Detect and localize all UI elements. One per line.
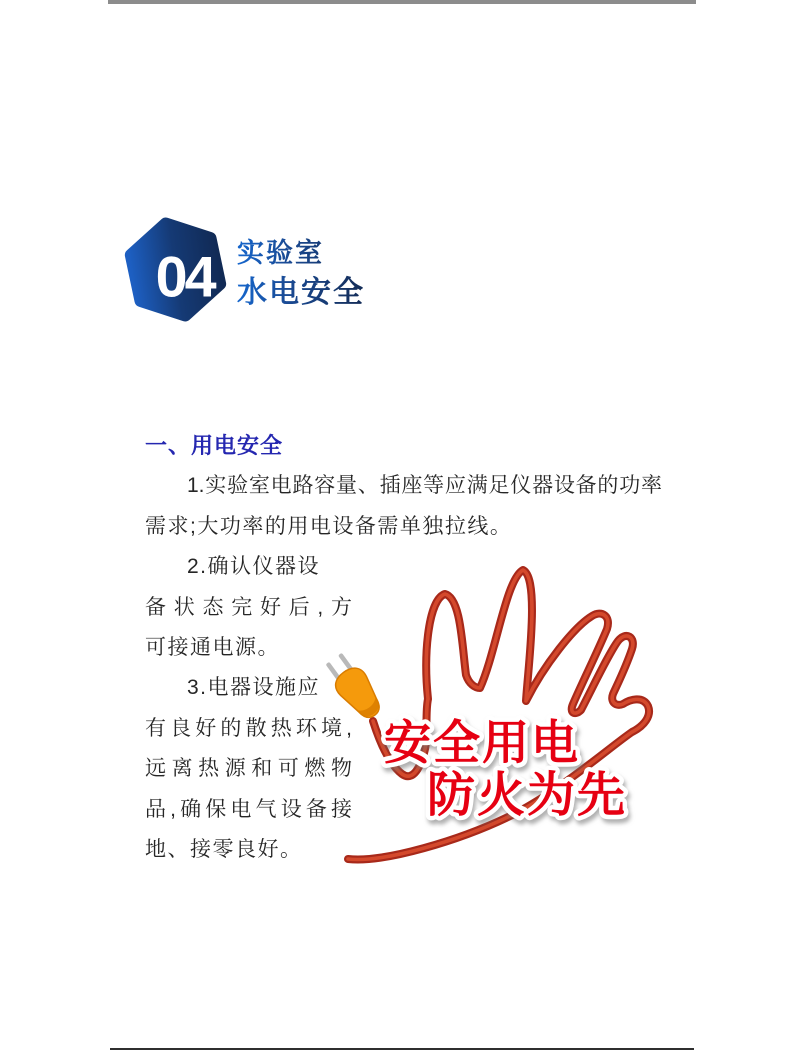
chapter-title-line1: 实验室	[237, 238, 324, 268]
paragraph1-line: 1.实验室电路容量、插座等应满足仪器设备的功率	[187, 474, 662, 498]
section-heading: 一、用电安全	[145, 433, 284, 458]
chapter-badge	[118, 211, 234, 329]
paragraph3-line: 地、接零良好。	[145, 838, 303, 862]
paragraph3-line: 3.电器设施应	[187, 676, 321, 700]
slogan-line1: 安全用电	[384, 716, 580, 769]
body-text	[145, 426, 662, 870]
paragraph2-line: 可接通电源。	[145, 636, 280, 660]
paragraph3-line: 远离热源和可燃物	[145, 757, 352, 781]
paragraph3-line: 有良好的散热环境,	[145, 716, 352, 740]
chapter-title	[237, 234, 365, 313]
paragraph3-line: 品,确保电气设备接	[145, 797, 352, 821]
slogan-line2: 防火为先	[426, 769, 628, 822]
header-rule	[108, 0, 696, 4]
paragraph2-line: 备状态完好后,方	[145, 595, 352, 619]
chapter-title-line2: 水电安全	[237, 276, 365, 309]
paragraph2-line: 2.确认仪器设	[187, 555, 321, 579]
paragraph1-line: 需求;大功率的用电设备需单独拉线。	[145, 514, 513, 538]
chapter-number: 04	[155, 245, 214, 310]
footer-rule	[110, 1048, 694, 1050]
